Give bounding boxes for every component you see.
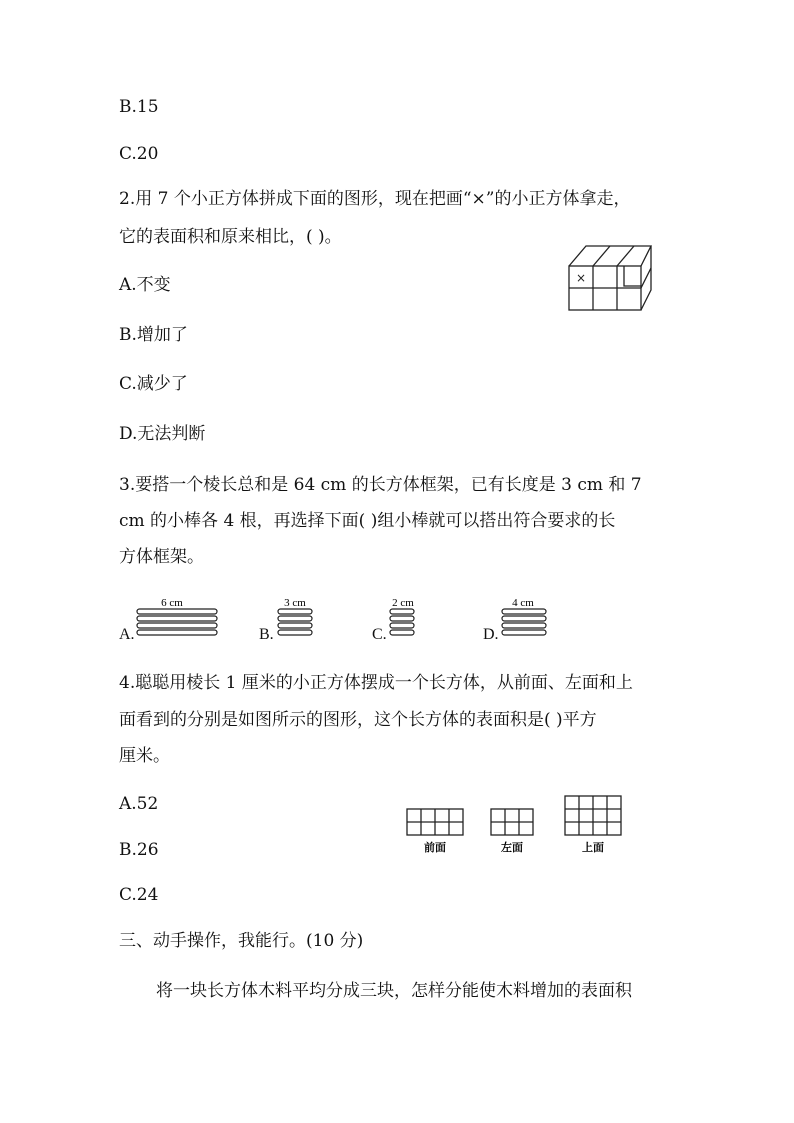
q2-option-a: A.不变: [119, 275, 171, 295]
view-top-grid: [565, 796, 621, 835]
q3-option-d-letter: D.: [483, 626, 499, 643]
view-front-grid: [407, 809, 463, 835]
q4-stem-line1: 4.聪聪用棱长 1 厘米的小正方体摆成一个长方体，从前面、左面和上: [119, 673, 633, 693]
q2-cube-figure: [566, 242, 656, 314]
view-top-label: 上面: [582, 841, 604, 854]
q3-option-a-letter: A.: [119, 626, 135, 643]
view-front-label: 前面: [424, 841, 446, 854]
view-left-label: 左面: [501, 841, 523, 854]
q4-stem-line3: 厘米。: [119, 746, 170, 766]
q4-option-b: B.26: [119, 840, 159, 860]
q2-stem-line2: 它的表面积和原来相比，( )。: [119, 227, 342, 247]
q4-option-a: A.52: [119, 794, 159, 814]
q4-option-c: C.24: [119, 885, 159, 905]
q2-stem-line1: 2.用 7 个小正方体拼成下面的图形，现在把画“×”的小正方体拿走，: [119, 189, 631, 209]
q2-option-c: C.减少了: [119, 374, 188, 394]
cross-mark: ×: [575, 271, 587, 285]
view-left-grid: [491, 809, 533, 835]
q2-option-b: B.增加了: [119, 325, 188, 345]
section3-paragraph-line1: 将一块长方体木料平均分成三块，怎样分能使木料增加的表面积: [156, 981, 632, 1001]
q3-option-d-label: 4 cm: [512, 597, 534, 609]
q3-option-b-letter: B.: [259, 626, 274, 643]
q1-option-b: B.15: [119, 97, 159, 117]
q4-views-figure: [406, 794, 628, 858]
q2-option-d: D.无法判断: [119, 424, 206, 444]
q3-option-b-label: 3 cm: [284, 597, 306, 609]
q3-option-c-letter: C.: [372, 626, 387, 643]
section3-heading: 三、动手操作，我能行。(10 分): [119, 931, 364, 951]
q3-stem-line2: cm 的小棒各 4 根，再选择下面( )组小棒就可以搭出符合要求的长: [119, 511, 616, 531]
q3-stem-line3: 方体框架。: [119, 547, 204, 567]
q3-option-a-label: 6 cm: [161, 597, 183, 609]
q3-stem-line1: 3.要搭一个棱长总和是 64 cm 的长方体框架，已有长度是 3 cm 和 7: [119, 475, 642, 495]
q3-option-c-label: 2 cm: [392, 597, 414, 609]
q4-stem-line2: 面看到的分别是如图所示的图形，这个长方体的表面积是( )平方: [119, 710, 597, 730]
q1-option-c: C.20: [119, 144, 159, 164]
